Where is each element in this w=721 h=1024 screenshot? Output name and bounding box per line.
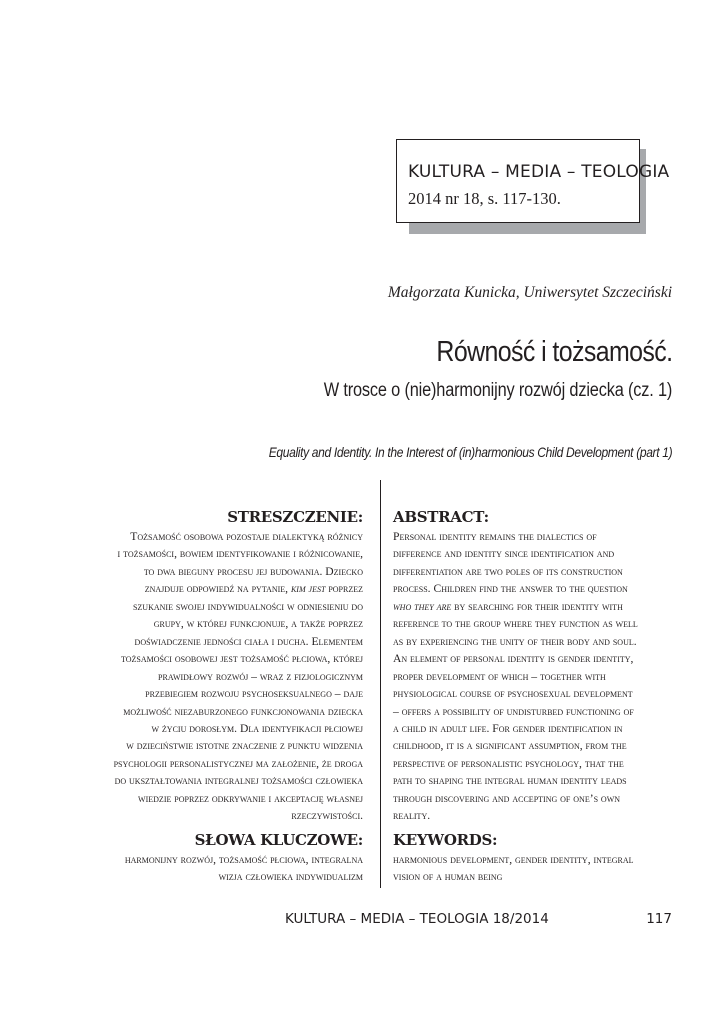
streszczenie-line: możliwość niezaburzonego funkcjonowania dziecka: [123, 704, 363, 718]
streszczenie-fragment: znajduje odpowiedź na pytanie,: [144, 582, 291, 596]
abstract-line: proper development of which – together with: [393, 669, 606, 683]
abstract-line: process. Children find the answer to the question: [393, 582, 628, 596]
abstract-text: [393, 528, 675, 825]
abstract-line: – offers a possibility of undisturbed functioning of: [393, 704, 634, 718]
abstract-line: as by experiencing the unity of their body and soul.: [393, 634, 637, 648]
journal-name: KULTURA – MEDIA – TEOLOGIA: [408, 162, 670, 182]
abstract-line: [393, 598, 675, 615]
abstract-line: Personal identity remains the dialectics of: [393, 530, 597, 543]
streszczenie-line: i tożsamości, bowiem identyfikowanie i różnicowanie,: [117, 547, 363, 561]
author-line: Małgorzata Kunicka, Uniwersytet Szczeciński: [387, 284, 672, 301]
abstract-line: a child in adult life. For gender identification in: [393, 721, 623, 735]
streszczenie-line: w życiu dorosłym. Dla identyfikacji płciowej: [151, 721, 363, 735]
abstract-line: through discovering and accepting of one’s own: [393, 791, 621, 805]
slowa-kluczowe-heading: SŁOWA KLUCZOWE:: [194, 831, 363, 849]
english-title: Equality and Identity. In the Interest of (in)harmonious Child Development (part 1): [268, 444, 672, 460]
streszczenie-emphasis: kim jest: [290, 582, 326, 596]
keywords-heading: KEYWORDS:: [393, 831, 498, 849]
journal-box: [396, 139, 670, 223]
page-number: 117: [646, 911, 672, 927]
streszczenie-line: rzeczywistości.: [291, 809, 363, 823]
abstract-line: path to shaping the integral human identity leads: [393, 774, 627, 788]
abstract-heading: ABSTRACT:: [393, 508, 489, 526]
journal-issue: 2014 nr 18, s. 117-130.: [408, 189, 561, 208]
article-title: Równość i tożsamość.: [435, 336, 672, 368]
abstract-line: An element of personal identity is gender identity,: [393, 652, 634, 666]
streszczenie-line: to dwa bieguny procesu jej budowania. Dziecko: [143, 564, 363, 578]
slowa-kluczowe-line: harmonijny rozwój, tożsamość płciowa, integralna: [124, 853, 363, 866]
slowa-kluczowe-text: [96, 851, 363, 886]
streszczenie-line: prawidłowy rozwój – wraz z fizjologicznym: [158, 669, 363, 683]
footer-journal: KULTURA – MEDIA – TEOLOGIA 18/2014: [285, 911, 549, 927]
keywords-text: [393, 851, 675, 886]
article-subtitle: W trosce o (nie)harmonijny rozwój dziecka (cz. 1): [323, 380, 672, 401]
abstract-line: childhood, it is a significant assumption, from the: [393, 739, 627, 753]
streszczenie-line: doświadczenie jedności ciała i ducha. Elementem: [134, 634, 363, 648]
streszczenie-line: szukanie swojej indywidualności w odniesieniu do: [132, 599, 363, 613]
abstract-line: physiological course of psychosexual development: [393, 687, 633, 701]
slowa-kluczowe-line: wizja człowieka indywidualizm: [218, 870, 363, 884]
streszczenie-line: [96, 580, 363, 597]
abstract-line: difference and identity since identification and: [393, 547, 615, 561]
streszczenie-text: [96, 528, 363, 825]
streszczenie-line: w dzieciństwie istotne znaczenie z punktu widzenia: [126, 739, 363, 753]
streszczenie-line: grupy, w której funkcjonuje, a także poprzez: [153, 617, 363, 631]
streszczenie-line: Tożsamość osobowa pozostaje dialektyką różnicy: [130, 530, 363, 543]
streszczenie-line: do ukształtowania integralnej tożsamości człowieka: [114, 774, 363, 788]
abstract-line: reference to the group where they function as well: [393, 617, 638, 631]
abstract-emphasis: who they are: [393, 599, 452, 613]
abstract-line: perspective of personalistic psychology, that the: [393, 756, 624, 770]
streszczenie-line: przebiegiem rozwoju psychoseksualnego – daje: [145, 687, 363, 701]
streszczenie-fragment: poprzez: [325, 582, 363, 596]
abstract-fragment: by searching for their identity with: [451, 599, 623, 613]
streszczenie-line: tożsamości osobowej jest tożsamość płciowa, której: [120, 652, 363, 666]
streszczenie-heading: STRESZCZENIE:: [227, 508, 363, 526]
column-divider: [380, 480, 381, 888]
streszczenie-line: psychologii personalistycznej ma założenie, że droga: [113, 756, 363, 770]
abstract-line: reality.: [393, 809, 431, 823]
streszczenie-line: wiedzie poprzez odkrywanie i akceptację własnej: [138, 791, 363, 805]
keywords-line: vision of a human being: [393, 870, 503, 884]
keywords-line: harmonious development, gender identity, integral: [393, 853, 634, 866]
abstract-line: differentiation are two poles of its construction: [393, 564, 623, 578]
